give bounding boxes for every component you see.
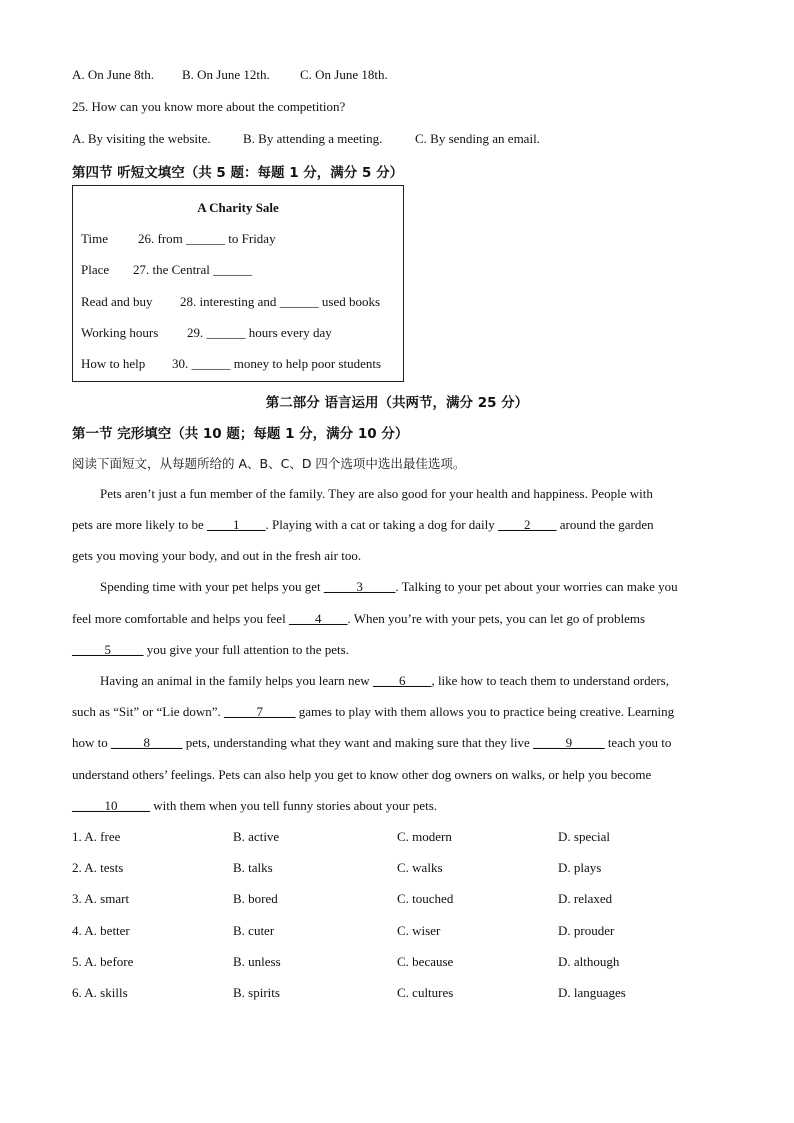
part2-heading: 第二部分 语言运用（共两节，满分 25 分） (265, 395, 529, 411)
row-label-time: Time (81, 231, 108, 246)
passage-line: Pets aren’t just a fun member of the family. They are also good for your health and happiness. People with (100, 486, 653, 501)
blank-9: _____9_____ (533, 735, 605, 750)
option-2b: B. talks (233, 860, 273, 875)
charity-sale-table (72, 185, 404, 382)
blank-6: ____6____ (372, 673, 432, 688)
option-6a: 6. A. skills (72, 985, 128, 1000)
option-4c: C. wiser (397, 923, 441, 938)
option-4a: 4. A. better (72, 923, 130, 938)
row-label-read-and-buy: Read and buy (81, 294, 153, 309)
option-1b: B. active (233, 829, 280, 844)
row-label-working-hours: Working hours (81, 325, 159, 340)
option-3b: B. bored (233, 891, 278, 906)
passage-line: _____10_____ with them when you tell funny stories about your pets. (72, 798, 438, 813)
q24-option-a: A. On June 8th. (72, 67, 154, 82)
option-4d: D. prouder (558, 923, 615, 938)
option-3d: D. relaxed (558, 891, 613, 906)
section4-heading: 第四节 听短文填空（共 5 题：每题 1 分，满分 5 分） (72, 165, 404, 181)
q24-option-b: B. On June 12th. (182, 67, 270, 82)
row-content-working-hours: 29. ______ hours every day (187, 325, 332, 340)
option-5c: C. because (397, 954, 454, 969)
option-6b: B. spirits (233, 985, 280, 1000)
passage-line: gets you moving your body, and out in the fresh air too. (72, 548, 362, 563)
q25-question: 25. How can you know more about the competition? (72, 99, 346, 114)
row-content-read-and-buy: 28. interesting and ______ used books (180, 294, 381, 309)
cloze-heading: 第一节 完形填空（共 10 题；每题 1 分，满分 10 分） (72, 426, 409, 442)
passage-line: Spending time with your pet helps you get _____3_____. Talking to your pet about your worries can make you (100, 579, 678, 594)
row-label-how-to-help: How to help (81, 356, 146, 371)
blank-10: _____10_____ (72, 798, 150, 813)
option-5b: B. unless (233, 954, 281, 969)
cloze-instruction: 阅读下面短文，从每题所给的 A、B、C、D 四个选项中选出最佳选项。 (72, 456, 466, 471)
option-1a: 1. A. free (72, 829, 121, 844)
blank-2: ____2____ (498, 517, 557, 532)
option-2a: 2. A. tests (72, 860, 124, 875)
option-6c: C. cultures (397, 985, 454, 1000)
q25-option-a: A. By visiting the website. (72, 131, 211, 146)
row-content-place: 27. the Central ______ (133, 262, 253, 277)
passage-line: Having an animal in the family helps you learn new ____6____, like how to teach them to understand orders, (100, 673, 669, 688)
row-label-place: Place (81, 262, 110, 277)
passage-line: _____5_____ you give your full attention to the pets. (72, 642, 349, 657)
q25-option-b: B. By attending a meeting. (243, 131, 383, 146)
option-2d: D. plays (558, 860, 602, 875)
row-content-time: 26. from ______ to Friday (138, 231, 276, 246)
option-1d: D. special (558, 829, 610, 844)
blank-3: _____3_____ (323, 579, 396, 594)
option-5d: D. although (558, 954, 620, 969)
option-3a: 3. A. smart (72, 891, 130, 906)
row-content-how-to-help: 30. ______ money to help poor students (172, 356, 382, 371)
passage-line: feel more comfortable and helps you feel ____4____. When you’re with your pets, you can let go of problems (72, 611, 646, 626)
blank-7: _____7_____ (223, 704, 296, 719)
option-6d: D. languages (558, 985, 626, 1000)
blank-4: ____4____ (288, 611, 348, 626)
q24-option-c: C. On June 18th. (300, 67, 388, 82)
option-5a: 5. A. before (72, 954, 134, 969)
option-2c: C. walks (397, 860, 443, 875)
passage-line: such as “Sit” or “Lie down”. _____7_____ games to play with them allows you to practice being creative. Learning (72, 704, 675, 719)
option-1c: C. modern (397, 829, 452, 844)
blank-8: _____8_____ (111, 735, 183, 750)
option-4b: B. cuter (233, 923, 275, 938)
passage-line: understand others’ feelings. Pets can also help you get to know other dog owners on walks, or help you become (72, 767, 652, 782)
blank-5: _____5_____ (72, 642, 144, 657)
option-3c: C. touched (397, 891, 454, 906)
passage-line: how to _____8_____ pets, understanding what they want and making sure that they live _____9_____ teach you to (72, 735, 672, 750)
q25-option-c: C. By sending an email. (415, 131, 540, 146)
blank-1: ____1____ (207, 517, 266, 532)
table-title: A Charity Sale (197, 200, 279, 215)
passage-line: pets are more likely to be ____1____. Playing with a cat or taking a dog for daily ____2____ around the garden (72, 517, 654, 532)
